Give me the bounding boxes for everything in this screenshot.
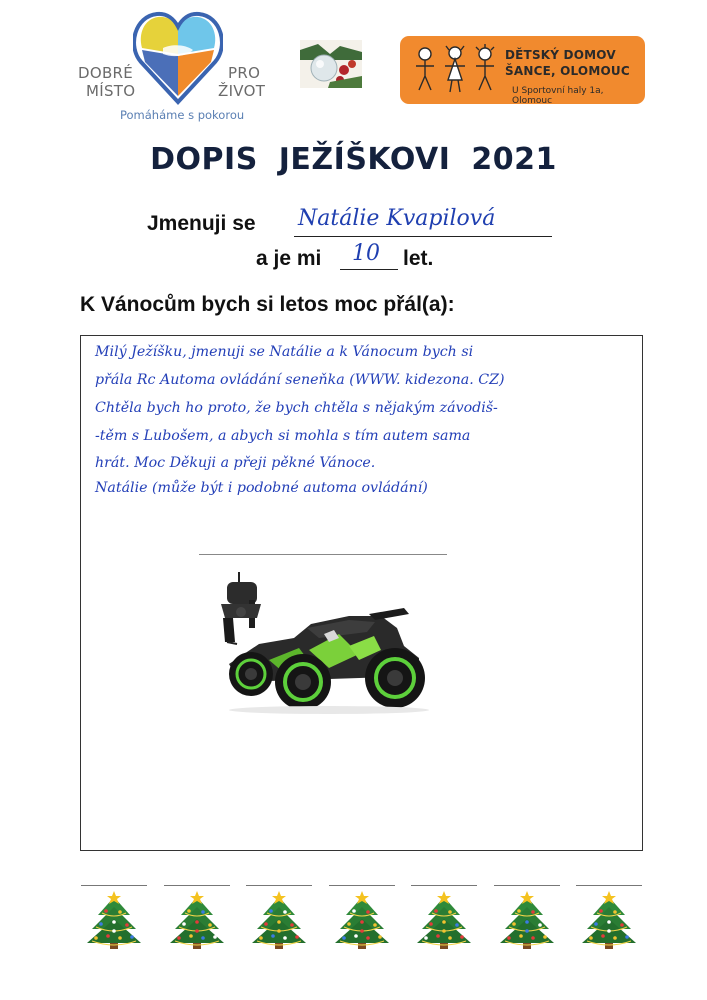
tree-label-line (164, 885, 230, 886)
tree-label-line (576, 885, 642, 886)
name-field (294, 208, 552, 237)
tree-slot (327, 885, 397, 955)
rc-car-icon (199, 564, 439, 714)
wheel-icon (365, 648, 425, 708)
christmas-ornament-photo (300, 40, 362, 88)
christmas-tree-icon (167, 891, 227, 953)
divider (199, 554, 447, 555)
heart-hands-icon (133, 10, 223, 105)
tree-slot (244, 885, 314, 955)
wish-letter-box (80, 335, 643, 851)
children-drawing-icon (410, 42, 500, 98)
christmas-tree-icon (497, 891, 557, 953)
christmas-tree-icon (332, 891, 392, 953)
banner-title-line-1: DĚTSKÝ DOMOV (505, 48, 616, 62)
age-field (340, 241, 398, 270)
tree-label-line (494, 885, 560, 886)
wheel-icon (229, 652, 273, 696)
logo-tagline: Pomáháme s pokorou (120, 108, 245, 122)
christmas-tree-icon (579, 891, 639, 953)
age-unit-label: let. (403, 247, 434, 270)
tree-slot (409, 885, 479, 955)
handwritten-line: Milý Ježíšku, jmenuji se Natálie a k Vánocum bych si (95, 344, 474, 360)
tree-slot (79, 885, 149, 955)
christmas-tree-icon (249, 891, 309, 953)
logo-word-misto: MÍSTO (86, 82, 136, 100)
banner-address: U Sportovní haly 1a, Olomouc (512, 86, 604, 106)
remote-controller-icon (221, 572, 261, 644)
logo-dobre-misto-pro-zivot (78, 10, 278, 125)
tree-slot (492, 885, 562, 955)
name-label: Jmenuji se (147, 212, 256, 235)
tree-label-line (329, 885, 395, 886)
age-value: 10 (352, 241, 380, 266)
handwritten-line: Chtěla bych ho proto, že bych chtěla s nějakým závodiš- (95, 400, 498, 416)
handwritten-line: přála Rc Automa ovládání seneňka (WWW. kidezona. CZ) (95, 372, 505, 388)
age-label: a je mi (256, 247, 322, 270)
christmas-tree-icon (84, 891, 144, 953)
ornament-icon (300, 40, 362, 88)
logo-word-zivot: ŽIVOT (218, 82, 266, 100)
name-value: Natálie Kvapilová (298, 206, 496, 231)
christmas-tree-icon (414, 891, 474, 953)
logo-word-dobre: DOBRÉ (78, 64, 134, 82)
page-title: DOPIS JEŽÍŠKOVI 2021 (150, 142, 557, 177)
handwritten-line: hrát. Moc Děkuji a přeji pěkné Vánoce. (95, 455, 376, 471)
banner-title-line-2: ŠANCE, OLOMOUC (505, 64, 630, 78)
tree-label-line (81, 885, 147, 886)
tree-slot (574, 885, 644, 955)
handwritten-line: Natálie (může být i podobné automa ovládání) (95, 480, 428, 496)
tree-slot (162, 885, 232, 955)
handwritten-line: -těm s Lubošem, a abych si mohla s tím autem sama (95, 428, 471, 444)
wheel-icon (275, 654, 331, 710)
tree-label-line (411, 885, 477, 886)
wish-heading: K Vánocům bych si letos moc přál(a): (80, 293, 455, 316)
logo-word-pro: PRO (228, 64, 261, 82)
tree-label-line (246, 885, 312, 886)
logo-detsky-domov-sance (400, 36, 645, 104)
